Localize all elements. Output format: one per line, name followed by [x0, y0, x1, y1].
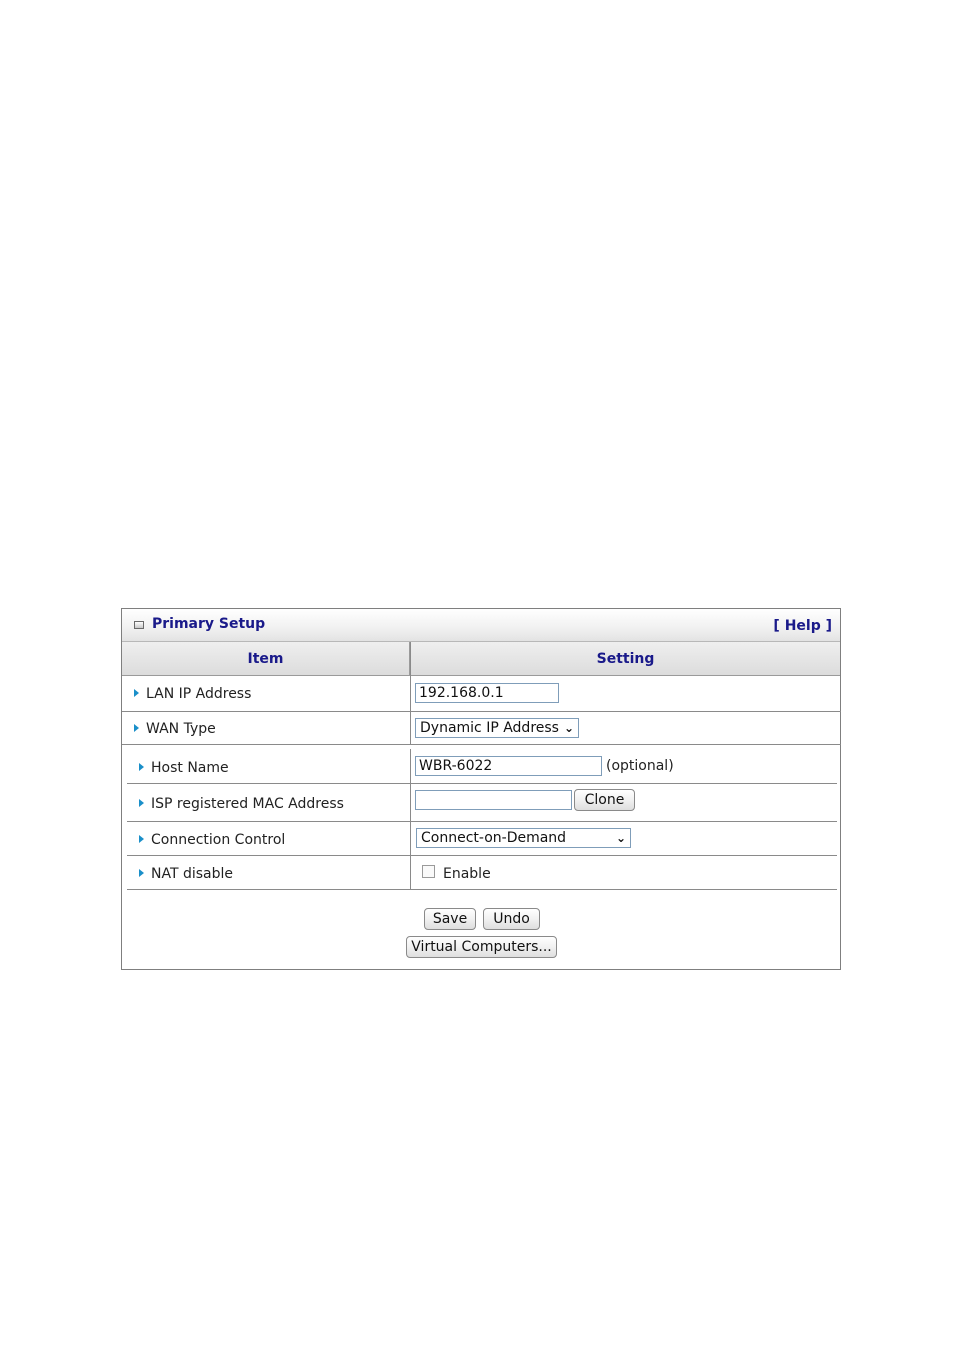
chevron-down-icon: ⌄ — [615, 831, 626, 845]
column-divider — [410, 642, 411, 744]
host-name-optional-hint: (optional) — [606, 758, 674, 774]
table-row-host-name — [122, 749, 840, 783]
row-label-mac: ISP registered MAC Address — [139, 796, 344, 812]
column-header-setting: Setting — [596, 651, 655, 667]
table-row-wan-type — [122, 712, 840, 745]
row-label-nat: NAT disable — [139, 866, 233, 882]
triangle-right-icon — [139, 763, 144, 771]
panel-title-bar — [122, 609, 840, 642]
row-label-lan-ip: LAN IP Address — [134, 686, 251, 702]
nat-enable-label: Enable — [443, 866, 491, 882]
row-label-wan-type: WAN Type — [134, 721, 216, 737]
table-row-connection — [122, 822, 840, 855]
primary-setup-panel — [121, 608, 841, 970]
wan-type-selected-value: Dynamic IP Address — [420, 720, 559, 736]
panel-square-icon — [134, 621, 144, 629]
mac-address-input[interactable] — [415, 790, 572, 810]
row-divider — [122, 744, 841, 745]
triangle-right-icon — [134, 724, 139, 732]
table-row-mac — [122, 784, 840, 822]
panel-title: Primary Setup — [152, 616, 266, 632]
triangle-right-icon — [139, 869, 144, 877]
virtual-computers-button[interactable]: Virtual Computers... — [406, 936, 557, 958]
table-row-lan-ip — [122, 676, 840, 711]
help-link[interactable]: [ Help ] — [773, 618, 832, 634]
triangle-right-icon — [134, 689, 139, 697]
connection-control-selected-value: Connect-on-Demand — [421, 830, 567, 846]
nat-enable-checkbox[interactable] — [422, 865, 435, 878]
triangle-right-icon — [139, 799, 144, 807]
triangle-right-icon — [139, 835, 144, 843]
column-header-item: Item — [122, 642, 410, 675]
row-label-connection: Connection Control — [139, 832, 285, 848]
lan-ip-input[interactable]: 192.168.0.1 — [415, 683, 559, 703]
undo-button[interactable]: Undo — [483, 908, 540, 930]
connection-control-select[interactable] — [416, 828, 631, 848]
row-label-host-name: Host Name — [139, 760, 229, 776]
wan-type-select[interactable] — [415, 718, 579, 738]
row-divider — [127, 889, 837, 890]
chevron-down-icon: ⌄ — [563, 721, 574, 735]
table-header — [122, 642, 840, 676]
host-name-input[interactable]: WBR-6022 — [415, 756, 602, 776]
table-row-nat — [122, 856, 840, 889]
clone-button[interactable]: Clone — [574, 789, 635, 811]
save-button[interactable]: Save — [424, 908, 476, 930]
